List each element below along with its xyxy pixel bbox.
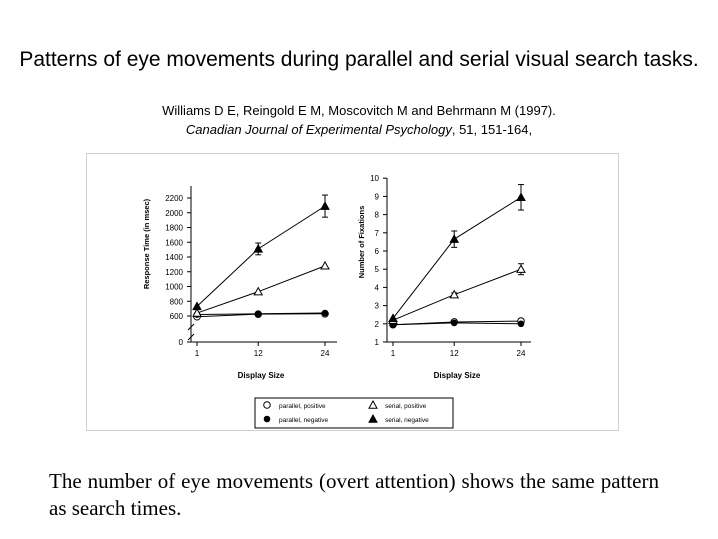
- citation-source: [0, 122, 718, 137]
- legend-marker: [264, 416, 271, 423]
- chart1-y-tick-label: 600: [169, 312, 183, 321]
- chart2-y-tick-label: 7: [374, 228, 379, 238]
- chart1-data-point: [321, 262, 329, 269]
- chart2-x-tick-label: 24: [516, 349, 526, 358]
- chart1-data-point: [254, 288, 262, 295]
- chart1-y-tick-label: 2200: [165, 194, 183, 203]
- chart2-x-tick-label: 12: [449, 349, 459, 358]
- slide-caption: The number of eye movements (overt attention) shows the same pattern as search times.: [49, 469, 659, 520]
- chart1-data-point: [322, 310, 329, 317]
- figure-panel: [86, 153, 619, 431]
- chart2-y-tick-label: 3: [374, 301, 379, 311]
- slide-title: Patterns of eye movements during parallel and serial visual search tasks.: [19, 48, 699, 71]
- legend-marker: [264, 402, 271, 409]
- chart2-y-tick-label: 8: [374, 210, 379, 220]
- chart1-y-tick-label: 0: [178, 338, 183, 347]
- chart1-y-tick-label: 1800: [165, 223, 183, 233]
- chart2-x-tick-label: 1: [390, 349, 396, 358]
- chart2-y-tick-label: 4: [374, 283, 379, 293]
- chart1-y-tick-label: 1000: [165, 282, 183, 292]
- chart1-y-tick-label: 1400: [165, 253, 183, 262]
- chart2-y-tick-label: 1: [374, 338, 379, 347]
- chart1-data-point: [321, 202, 329, 209]
- chart1-y-axis-label: Response Time (in msec): [142, 198, 151, 290]
- charts-svg: [87, 154, 620, 432]
- chart2-data-point: [517, 265, 525, 272]
- chart2-data-point: [450, 235, 458, 242]
- chart1-x-tick-label: 12: [253, 349, 263, 358]
- chart1-y-tick-label: 800: [169, 297, 183, 307]
- citation-authors: Williams D E, Reingold E M, Moscovitch M and Behrmann M (1997).: [162, 103, 556, 118]
- chart2-y-tick-label: 5: [374, 265, 379, 275]
- chart2-series-line: [393, 197, 521, 318]
- chart2-y-tick-label: 10: [370, 174, 379, 184]
- legend-label: serial, negative: [385, 417, 429, 424]
- chart1-x-axis-label: Display Size: [237, 371, 285, 380]
- chart1-data-point: [193, 309, 201, 316]
- chart1-x-tick-label: 1: [194, 349, 200, 358]
- chart2-x-axis-label: Display Size: [433, 371, 481, 380]
- chart1-y-tick-label: 1200: [165, 267, 183, 277]
- chart2-y-tick-label: 9: [374, 192, 379, 202]
- chart2-data-point: [451, 320, 458, 327]
- citation-journal: Canadian Journal of Experimental Psychology: [185, 122, 452, 137]
- legend-label: parallel, negative: [279, 417, 329, 424]
- chart2-data-point: [450, 291, 458, 298]
- chart1-data-point: [254, 245, 262, 252]
- chart2-y-tick-label: 6: [374, 247, 379, 256]
- chart2-data-point: [518, 321, 525, 328]
- chart2-y-tick-label: 2: [374, 319, 379, 329]
- chart1-y-tick-label: 1600: [165, 238, 183, 248]
- chart2-data-point: [517, 193, 525, 200]
- chart1-series-line: [197, 206, 325, 306]
- chart1-series-line: [197, 266, 325, 313]
- chart1-data-point: [255, 310, 262, 317]
- legend-label: parallel, positive: [279, 403, 326, 410]
- chart1-y-tick-label: 2000: [165, 208, 183, 218]
- legend-label: serial, positive: [385, 403, 427, 410]
- chart1-x-tick-label: 24: [320, 349, 330, 358]
- citation-details: , 51, 151-164,: [451, 122, 533, 137]
- chart2-y-axis-label: Number of Fixations: [357, 205, 366, 279]
